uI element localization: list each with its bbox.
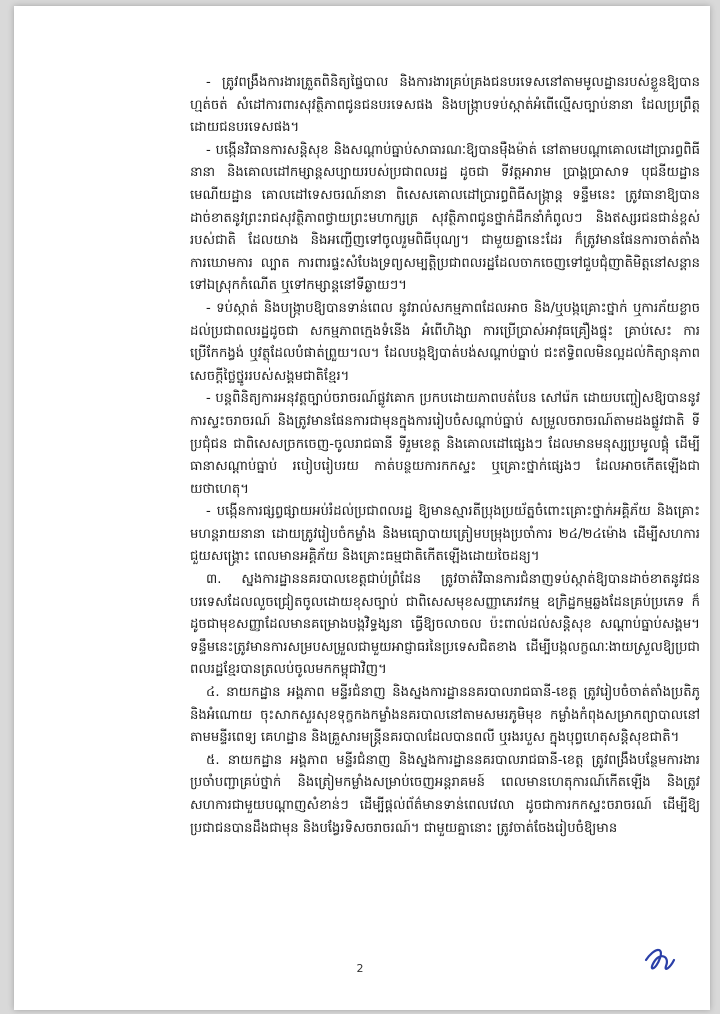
paragraph-1: - ត្រូវពង្រឹងការងារត្រួតពិនិត្យផ្ទៃបាល និងការងារគ្រប់គ្រងជនបរទេសនៅតាមមូលដ្ឋានរបស់ខ្លួនឱ្យបានហ្មត់ចត់ សំដៅការពារសុវត្ថិភាពជូនជនបរទេសផង និងបង្ក្រាបទប់ស្កាត់អំពើល្មើសច្បាប់នានា ដែលប្រព្រឹត្តដោយជនបរទេសផង។: [190, 75, 700, 136]
document-body: [190, 72, 700, 840]
page-number: 2: [356, 962, 364, 975]
document-page: [14, 6, 710, 1010]
paragraph-section-3: ៣. ស្នងការដ្ឋាននគរបាលខេត្តជាប់ព្រំដែន ត្រូវចាត់វិធានការជំនាញទប់ស្កាត់ឱ្យបានដាច់ខាតនូវជនបរទេសដែលលួចជ្រៀតចូលដោយខុសច្បាប់ ជាពិសេសមុខសញ្ញាភេរវកម្ម ឧក្រិដ្ឋកម្មឆ្លងដែនគ្រប់ប្រភេទ ក៏ដូចជាមុខសញ្ញាដែលមានគម្រោងបង្កវិទ្ធង្សនា ធ្វើឱ្យចលាចល ប៉ះពាល់ដល់សន្តិសុខ សណ្តាប់ធ្នាប់សង្គម។ ទន្ទឹមនេះត្រូវមានការសម្របសម្រួលជាមួយអាជ្ញាធរនៃប្រទេសជិតខាង ដើម្បីបង្កលក្ខណៈងាយស្រួលឱ្យប្រជាពលរដ្ឋខ្មែរបានត្រលប់ចូលមកកម្ពុជាវិញ។: [190, 572, 700, 678]
paragraph-5: - បង្កើនការផ្សព្វផ្សាយអប់រំដល់ប្រជាពលរដ្ឋ ឱ្យមានស្មារតីប្រុងប្រយ័ត្នចំពោះគ្រោះថ្នាក់អគ្គិភ័យ និងគ្រោះមហន្តរាយនានា ដោយត្រូវរៀបចំកម្លាំង និងមធ្យោបាយត្រៀមបម្រុងប្រចាំការ ២៤/២៤ម៉ោង ដើម្បីសហការ ជួយសង្គ្រោះ ពេលមានអគ្គិភ័យ និងគ្រោះធម្មជាតិកើតឡើងដោយចៃដន្យ។: [190, 504, 700, 565]
paragraph-4: - បន្តពិនិត្យការអនុវត្តច្បាប់ចរាចរណ៍ផ្លូវគោក ប្រកបដោយភាពបត់បែន សៅរ៉េក ដោយបញ្ចៀសឱ្យបាននូវការស្ទះចរាចរណ៍ និងត្រូវមានផែនការជាមុនក្នុងការរៀបចំសណ្តាប់ធ្នាប់ សម្រួលចរាចរណ៍តាមដងផ្លូវជាតិ ទីប្រជុំជន ជាពិសេសច្រកចេញ-ចូលរាជធានី ទីរួមខេត្ត និងគោលដៅផ្សេងៗ ដែលមានមនុស្សប្រមូលផ្តុំ ដើម្បីធានាសណ្តាប់ធ្នាប់ របៀបរៀបរយ កាត់បន្ថយការកកស្ទះ ឬគ្រោះថ្នាក់ផ្សេងៗ ដែលអាចកើតឡើងជាយថាហេតុ។: [190, 391, 700, 497]
paragraph-section-4: ៤. នាយកដ្ឋាន អង្គភាព មន្ទីរជំនាញ និងស្នងការដ្ឋាននគរបាលរាជធានី-ខេត្ត ត្រូវរៀបចំចាត់តាំងប្រតិភូ និងអំណោយ ចុះសាកសួរសុខទុក្ខកងកម្លាំងនគរបាលនៅតាមសមរភូមិមុខ កម្លាំងកំពុងសម្រាកព្យាបាលនៅតាមមន្ទីរពេទ្យ គេហដ្ឋាន និងគ្រួសារមន្ត្រីនគរបាលដែលបានពលី ឬរងរបួស ក្នុងបុព្វហេតុសន្តិសុខជាតិ។: [190, 685, 700, 746]
paragraph-2: - បង្កើនវិធានការសន្តិសុខ និងសណ្តាប់ធ្នាប់សាធារណៈឱ្យបានម៉ឺងម៉ាត់ នៅតាមបណ្តាគោលដៅប្រារព្ធពិធីនានា និងគោលដៅកម្សាន្តសប្បាយរបស់ប្រជាពលរដ្ឋ ដូចជា ទីវត្តអារាម ប្រាង្គប្រាសាទ បុជនីយដ្ឋាន មេណីយដ្ឋាន គោលដៅទេសចរណ៍នានា ពិសេសគោលដៅប្រារព្ធពិធីសង្ក្រាន្ត ទន្ទឹមនេះ ត្រូវធានាឱ្យបានដាច់ខាតនូវព្រះរាជសុវត្ថិភាពថ្វាយព្រះមហាក្សត្រ សុវត្ថិភាពជូនថ្នាក់ដឹកនាំកំពូលៗ និងឥស្សរជនជាន់ខ្ពស់របស់ជាតិ ដែលយាង និងអញ្ជើញទៅចូលរួមពិធីបុណ្យ។ ជាមួយគ្នានេះដែរ ក៏ត្រូវមានផែនការចាត់តាំងការឃោមការ ល្បាត ការពារផ្ទះសំបែងទ្រព្យសម្បត្តិប្រជាពលរដ្ឋដែលចាកចេញទៅជួបជុំញាតិមិត្តនៅសន្តានទៅឯស្រុកកំណើត ឬទៅកម្សាន្តនៅទីឆ្ងាយៗ។: [190, 142, 700, 294]
paragraph-3: - ទប់ស្កាត់ និងបង្ក្រាបឱ្យបានទាន់ពេល នូវរាល់សកម្មភាពដែលអាច និង/ឬបង្កគ្រោះថ្នាក់ ឬការភ័យខ្លាចដល់ប្រជាពលរដ្ឋដូចជា សកម្មភាពក្មេងទំនើង អំពើហិង្សា ការប្រើប្រាស់អាវុធគ្រឿងផ្ទុះ គ្រាប់សេះ ការប្រើកែកង្វង់ ឬវត្ថុដែលបំផាត់ព្រួយ។ល។ ដែលបង្កឱ្យបាត់បង់សណ្តាប់ធ្នាប់ ជះឥទ្ធិពលមិនល្អដល់កិត្យានុភាព សេចក្តីថ្លៃថ្នូររបស់សង្គមជាតិខ្មែរ។: [190, 300, 700, 384]
paragraph-section-5: ៥. នាយកដ្ឋាន អង្គភាព មន្ទីរជំនាញ និងស្នងការដ្ឋាននគរបាលរាជធានី-ខេត្ត ត្រូវពង្រឹងបន្ថែមការងារប្រចាំបញ្ជាគ្រប់ថ្នាក់ និងត្រៀមកម្លាំងសម្រាប់ចេញអន្តរាគមន៍ ពេលមានហេតុការណ៍កើតឡើង និងត្រូវសហការជាមួយបណ្តាញសំខាន់ៗ ដើម្បីផ្តល់ព័ត៌មានទាន់ពេលវេលា ដូចជាការកកស្ទះចរាចរណ៍ ដើម្បីឱ្យប្រជាជនបានដឹងជាមុន និងបង្វែរទិសចរាចរណ៍។ ជាមួយគ្នានោះ ត្រូវចាត់ចែងរៀបចំឱ្យមាន: [190, 752, 700, 836]
